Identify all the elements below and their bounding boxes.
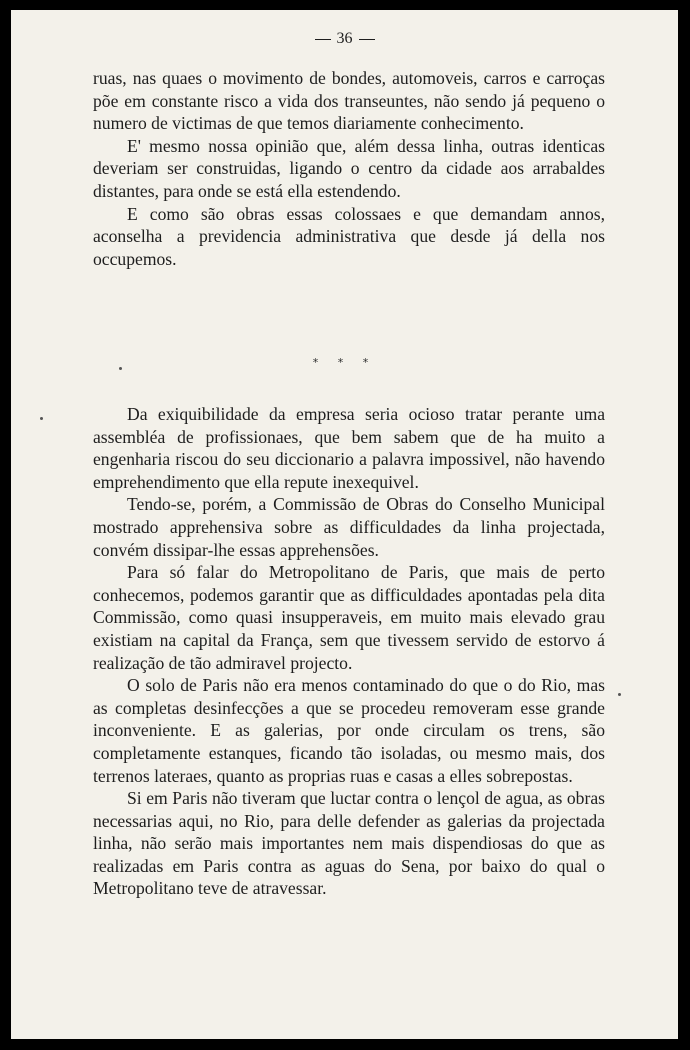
paragraph: E' mesmo nossa opinião que, além dessa linha, outras identicas deveriam ser construidas, ligando o centro da cidade aos arrabaldes distantes, para onde se está ella estendendo. xyxy=(93,135,605,201)
page-number-text: 36 xyxy=(336,30,353,47)
document-page xyxy=(11,10,678,1039)
page-number xyxy=(11,30,678,48)
paragraph: Da exiquibilidade da empresa seria ocioso tratar perante uma assembléa de profissionaes, que bem sabem que de ha muito a engenharia riscou do seu diccionario a palavra impossivel, não havendo emprehendimento que ella repute inexequivel. xyxy=(93,404,605,492)
paper-speck xyxy=(40,417,43,420)
paragraph: E como são obras essas colossaes e que demandam annos, aconselha a previdencia administrativa que desde já della nos occupemos. xyxy=(93,203,605,269)
paragraph-continuation: ruas, nas quaes o movimento de bondes, automoveis, carros e carroças põe em constante risco a vida dos transeuntes, não sendo já pequeno o numero de victimas de que temos diariamente conhecimento. xyxy=(93,68,605,134)
paragraph: Si em Paris não tiveram que luctar contra o lençol de agua, as obras necessarias aqui, no Rio, para delle defender as galerias da projectada linha, não serão mais importantes nem mais dispendiosas do que as realizadas em Paris contra as aguas do Sena, por baixo do qual o Metropolitano teve de atravessar. xyxy=(93,788,605,899)
right-dash xyxy=(359,39,375,40)
paragraph: Tendo-se, porém, a Commissão de Obras do Conselho Municipal mostrado apprehensiva sobre as difficuldades da linha projectada, convém dissipar-lhe essas apprehensões. xyxy=(93,494,605,560)
section-separator: * * * xyxy=(312,356,377,369)
left-dash xyxy=(315,39,331,40)
paper-speck xyxy=(618,693,621,696)
text-block-top xyxy=(93,67,605,270)
paper-speck xyxy=(119,367,122,370)
text-block-bottom xyxy=(93,403,605,900)
paragraph: Para só falar do Metropolitano de Paris, que mais de perto conhecemos, podemos garantir que as difficuldades apontadas pela dita Commissão, como quasi insupperaveis, em muito mais elevado grau existiam na capital da França, sem que tivessem servido de estorvo á realização de tão admiravel projecto. xyxy=(93,562,605,673)
paragraph: O solo de Paris não era menos contaminado do que o do Rio, mas as completas desinfecções a que se procedeu removeram esse grande inconveniente. E as galerias, por onde circulam os trens, são completamente estanques, ficando tão isoladas, ou mesmo mais, dos terrenos lateraes, quanto as proprias ruas e casas a elles sobrepostas. xyxy=(93,675,605,786)
